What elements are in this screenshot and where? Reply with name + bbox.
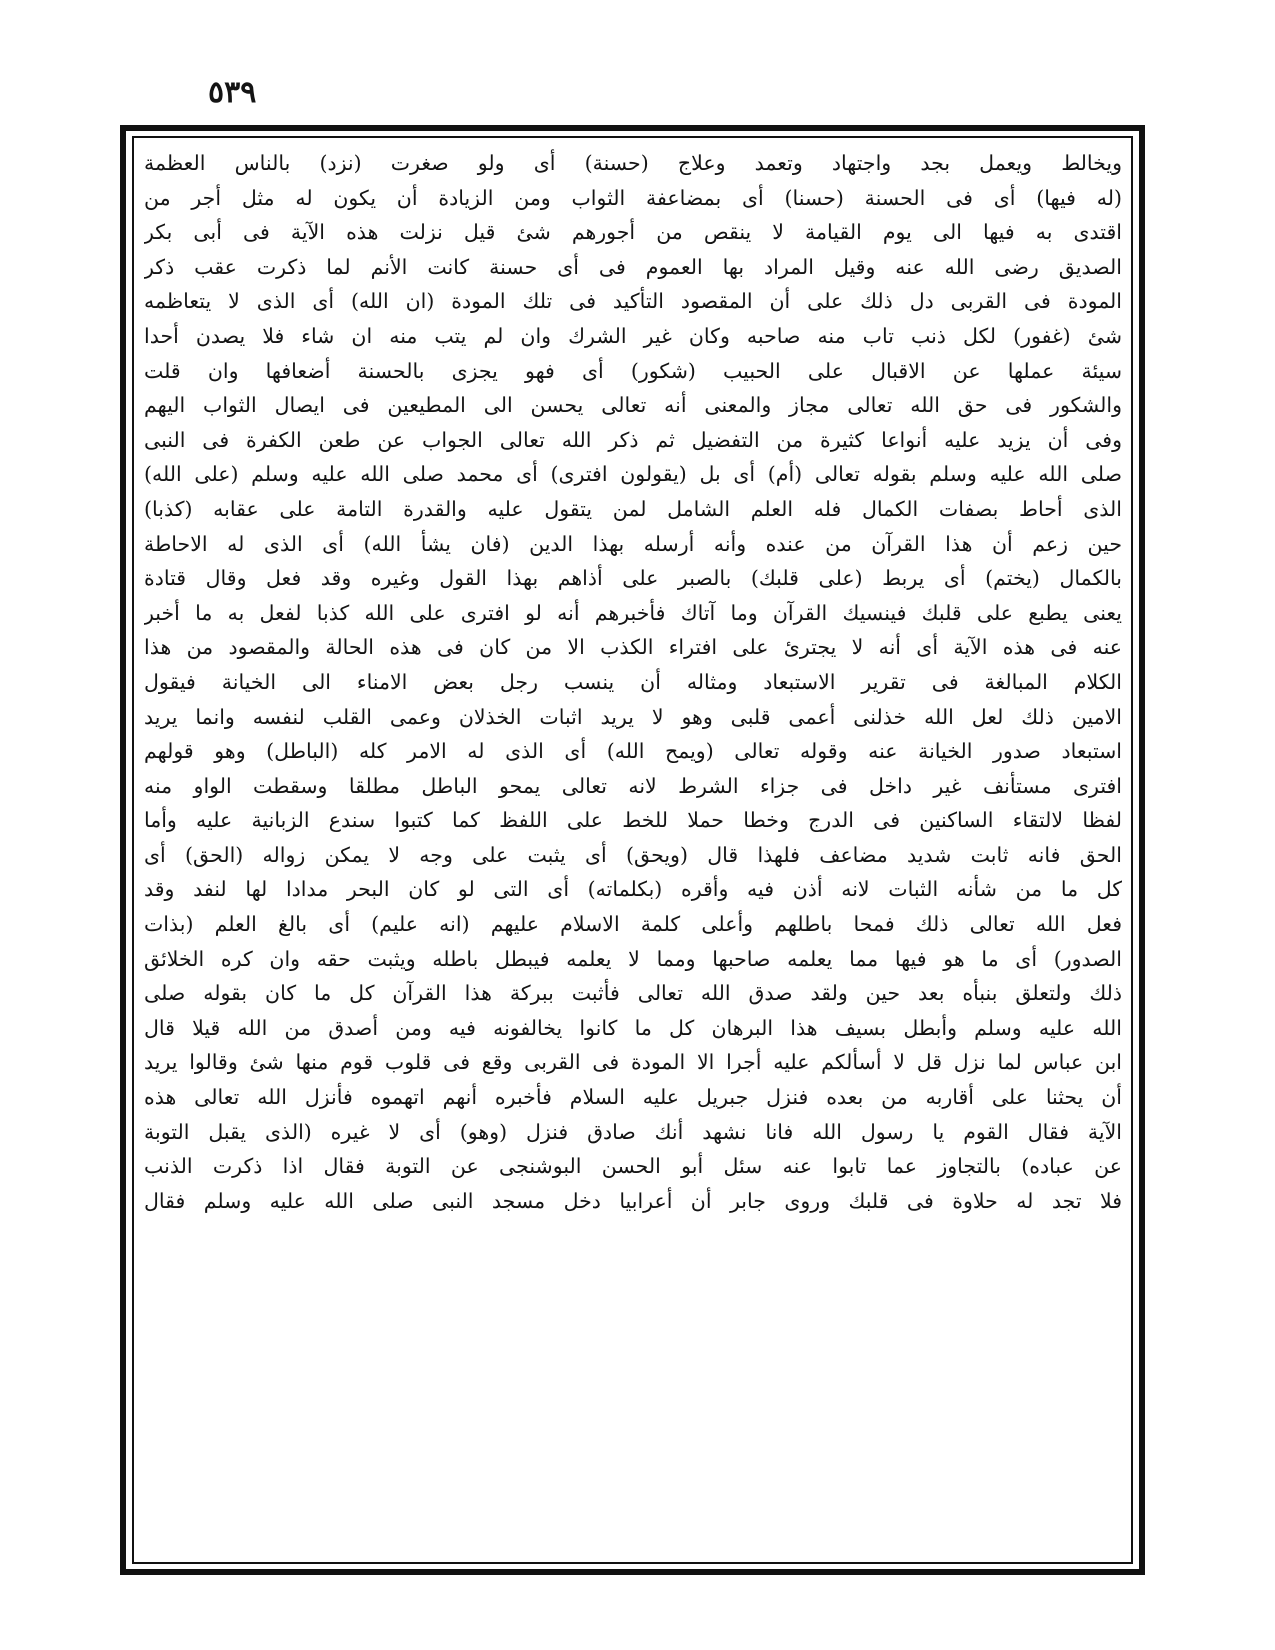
text-line: شئ (غفور) لكل ذنب تاب منه صاحبه وكان غير الشرك وان لم يتب منه ان شاء فلا يصدن أحدا <box>144 323 1122 348</box>
text-line: ذلك ولتعلق بنبأه بعد حين ولقد صدق الله تعالى فأثبت ببركة هذا القرآن كل ما كان بقوله صلى <box>144 981 1122 1006</box>
text-line: ابن عباس لما نزل قل لا أسألكم عليه أجرا الا المودة فى القربى وقع فى قلوب قوم منها شئ وقالوا يريد <box>144 1050 1122 1075</box>
text-body <box>144 146 1122 1556</box>
text-line: الكلام المبالغة فى تقرير الاستبعاد ومثاله أن ينسب رجل بعض الامناء الى الخيانة فيقول <box>144 669 1122 694</box>
text-line: افترى مستأنف غير داخل فى جزاء الشرط لانه تعالى يمحو الباطل مطلقا وسقطت الواو منه <box>144 773 1122 798</box>
text-line: فلا تجد له حلاوة فى قلبك وروى جابر أن أعرابيا دخل مسجد النبى صلى الله عليه وسلم فقال <box>144 1188 1122 1213</box>
text-line: لفظا لالتقاء الساكنين فى الدرج وخطا حملا للخط على اللفظ كما كتبوا سندع الزبانية عليه وأما <box>144 808 1122 833</box>
text-line: استبعاد صدور الخيانة عنه وقوله تعالى (ويمح الله) أى الذى له الامر كله (الباطل) وهو قولهم <box>144 739 1122 764</box>
text-line: المودة فى القربى دل ذلك على أن المقصود التأكيد فى تلك المودة (ان الله) أى الذى لا يتعاظمه <box>144 289 1122 314</box>
text-line: عنه فى هذه الآية أى أنه لا يجترئ على افتراء الكذب الا من كان فى هذه الحالة والمقصود من هذا <box>144 635 1122 660</box>
text-line: حين زعم أن هذا القرآن من عنده وأنه أرسله بهذا الدين (فان يشأ الله) أى الذى له الاحاطة <box>144 531 1122 556</box>
text-line: سيئة عملها عن الاقبال على الحبيب (شكور) أى فهو يجزى بالحسنة أضعافها وان قلت <box>144 358 1122 383</box>
text-line: ويخالط ويعمل بجد واجتهاد وتعمد وعلاج (حسنة) أى ولو صغرت (نزد) بالناس العظمة <box>144 151 1122 175</box>
text-line: الحق فانه ثابت شديد مضاعف فلهذا قال (ويحق) أى يثبت على وجه لا يمكن زواله (الحق) أى <box>144 842 1122 867</box>
page-number: ٥٣٩ <box>208 75 257 110</box>
text-line: (له فيها) أى فى الحسنة (حسنا) أى بمضاعفة الثواب ومن الزيادة أن يكون له مثل أجر من <box>144 185 1122 210</box>
text-line: الذى أحاط بصفات الكمال فله العلم الشامل لمن يتقول عليه والقدرة التامة على عقابه (كذبا) <box>144 496 1122 521</box>
text-line: وفى أن يزيد عليه أنواعا كثيرة من التفضيل ثم ذكر الله تعالى الجواب عن طعن الكفرة فى النبى <box>144 427 1122 452</box>
text-line: والشكور فى حق الله تعالى مجاز والمعنى أنه تعالى يحسن الى المطيعين فى ايصال الثواب اليهم <box>144 393 1122 418</box>
text-line: عن عباده) بالتجاوز عما تابوا عنه سئل أبو الحسن البوشنجى عن التوبة فقال اذا ذكرت الذنب <box>144 1154 1122 1179</box>
text-line: الآية فقال القوم يا رسول الله فانا نشهد أنك صادق فنزل (وهو) أى لا غيره (الذى يقبل التوبة <box>144 1119 1122 1144</box>
text-line: الامين ذلك لعل الله خذلنى أعمى قلبى وهو لا يريد اثبات الخذلان وعمى القلب لنفسه وانما يريد <box>144 704 1122 729</box>
text-line: بالكمال (يختم) أى يربط (على قلبك) بالصبر على أذاهم بهذا القول وغيره وقد فعل وقال قتادة <box>144 566 1122 591</box>
text-line: يعنى يطبع على قلبك فينسيك القرآن وما آتاك فأخبرهم أنه لو افترى على الله كذبا لفعل به ما أخبر <box>144 600 1122 625</box>
text-line: أن يحثنا على أقاربه من بعده فنزل جبريل عليه السلام فأخبره أنهم اتهموه فأنزل الله تعالى هذه <box>144 1085 1122 1110</box>
text-line: فعل الله تعالى ذلك فمحا باطلهم وأعلى كلمة الاسلام عليهم (انه عليم) أى بالغ العلم (بذات <box>144 912 1122 937</box>
text-line: اقتدى به فيها الى يوم القيامة لا ينقص من أجورهم شئ قيل نزلت هذه الآية فى أبى بكر <box>144 220 1122 245</box>
text-line: الصدور) أى ما هو فيها مما يعلمه صاحبها ومما لا يعلمه فيبطل باطله ويثبت حقه وان كره الخلائق <box>144 946 1122 971</box>
text-line: صلى الله عليه وسلم بقوله تعالى (أم) أى بل (يقولون افترى) أى محمد صلى الله عليه وسلم (على الله) <box>144 462 1122 487</box>
text-line: كل ما من شأنه الثبات لانه أذن فيه وأقره (بكلماته) أى التى لو كان البحر مدادا لها لنفد وقد <box>144 877 1122 902</box>
text-line: الله عليه وسلم وأبطل بسيف هذا البرهان كل ما كانوا يخالفونه فيه ومن أصدق من الله قيلا قال <box>144 1015 1122 1040</box>
text-line: الصديق رضى الله عنه وقيل المراد بها العموم فى أى حسنة كانت الأنم لما ذكرت عقب ذكر <box>144 254 1122 279</box>
